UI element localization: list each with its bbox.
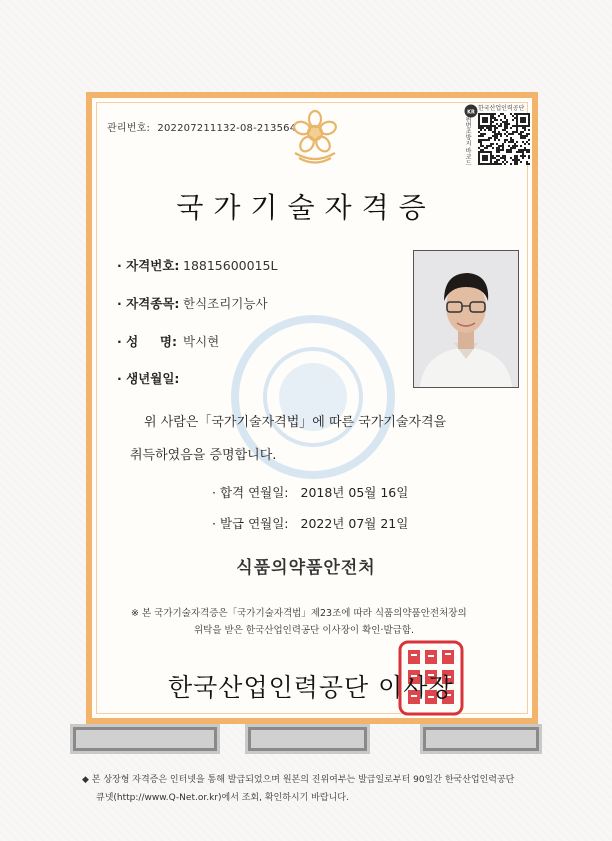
ministry-name: 식품의약품안전처 bbox=[236, 558, 376, 578]
field-qualification-type: · 자격종목: 한식조리기능사 bbox=[117, 296, 268, 311]
issue-date: · 발급 연월일: 2022년 07월 21일 bbox=[212, 516, 409, 531]
svg-text:KR: KR bbox=[467, 109, 475, 116]
management-number: 관리번호: 202207211132-08-213564 bbox=[107, 123, 297, 134]
footer-line-1: ◆ 본 상장형 자격증은 인터넷을 통해 발급되었으며 원본의 진위여부는 발급일로부터 90일간 한국산업인력공단 bbox=[82, 775, 515, 785]
qr-side-label: 위변조방지 바코드 bbox=[464, 116, 471, 166]
certificate-title: 국가기술자격증 bbox=[176, 191, 436, 224]
field-birth-date: · 생년월일: bbox=[117, 371, 180, 386]
holder-photo bbox=[413, 250, 519, 388]
certification-line-2: 취득하였음을 증명합니다. bbox=[130, 448, 277, 463]
qr-code-icon bbox=[478, 113, 530, 165]
security-pattern-icon bbox=[420, 724, 542, 754]
footer-line-2: 큐넷(http://www.Q-Net.or.kr)에서 조회, 확인하시기 바랍니다. bbox=[96, 793, 349, 803]
pass-date: · 합격 연월일: 2018년 05월 16일 bbox=[212, 485, 409, 500]
field-name: · 성 명: 박시현 bbox=[117, 334, 220, 349]
security-pattern-icon bbox=[70, 724, 220, 754]
security-pattern-icon bbox=[245, 724, 370, 754]
field-qualification-number: · 자격번호: 18815600015L bbox=[117, 258, 278, 273]
national-emblem-icon bbox=[289, 109, 341, 165]
note-line-2: 위탁을 받은 한국산업인력공단 이사장이 확인·발급함. bbox=[194, 625, 415, 636]
note-line-1: ※ 본 국가기술자격증은「국가기술자격법」제23조에 따라 식품의약품안전처장의 bbox=[131, 608, 467, 619]
qr-org-label: 한국산업인력공단 bbox=[478, 105, 525, 112]
certification-line-1: 위 사람은「국가기술자격법」에 따른 국가기술자격을 bbox=[144, 415, 447, 430]
issuer-name: 한국산업인력공단 이사장 bbox=[168, 673, 454, 702]
